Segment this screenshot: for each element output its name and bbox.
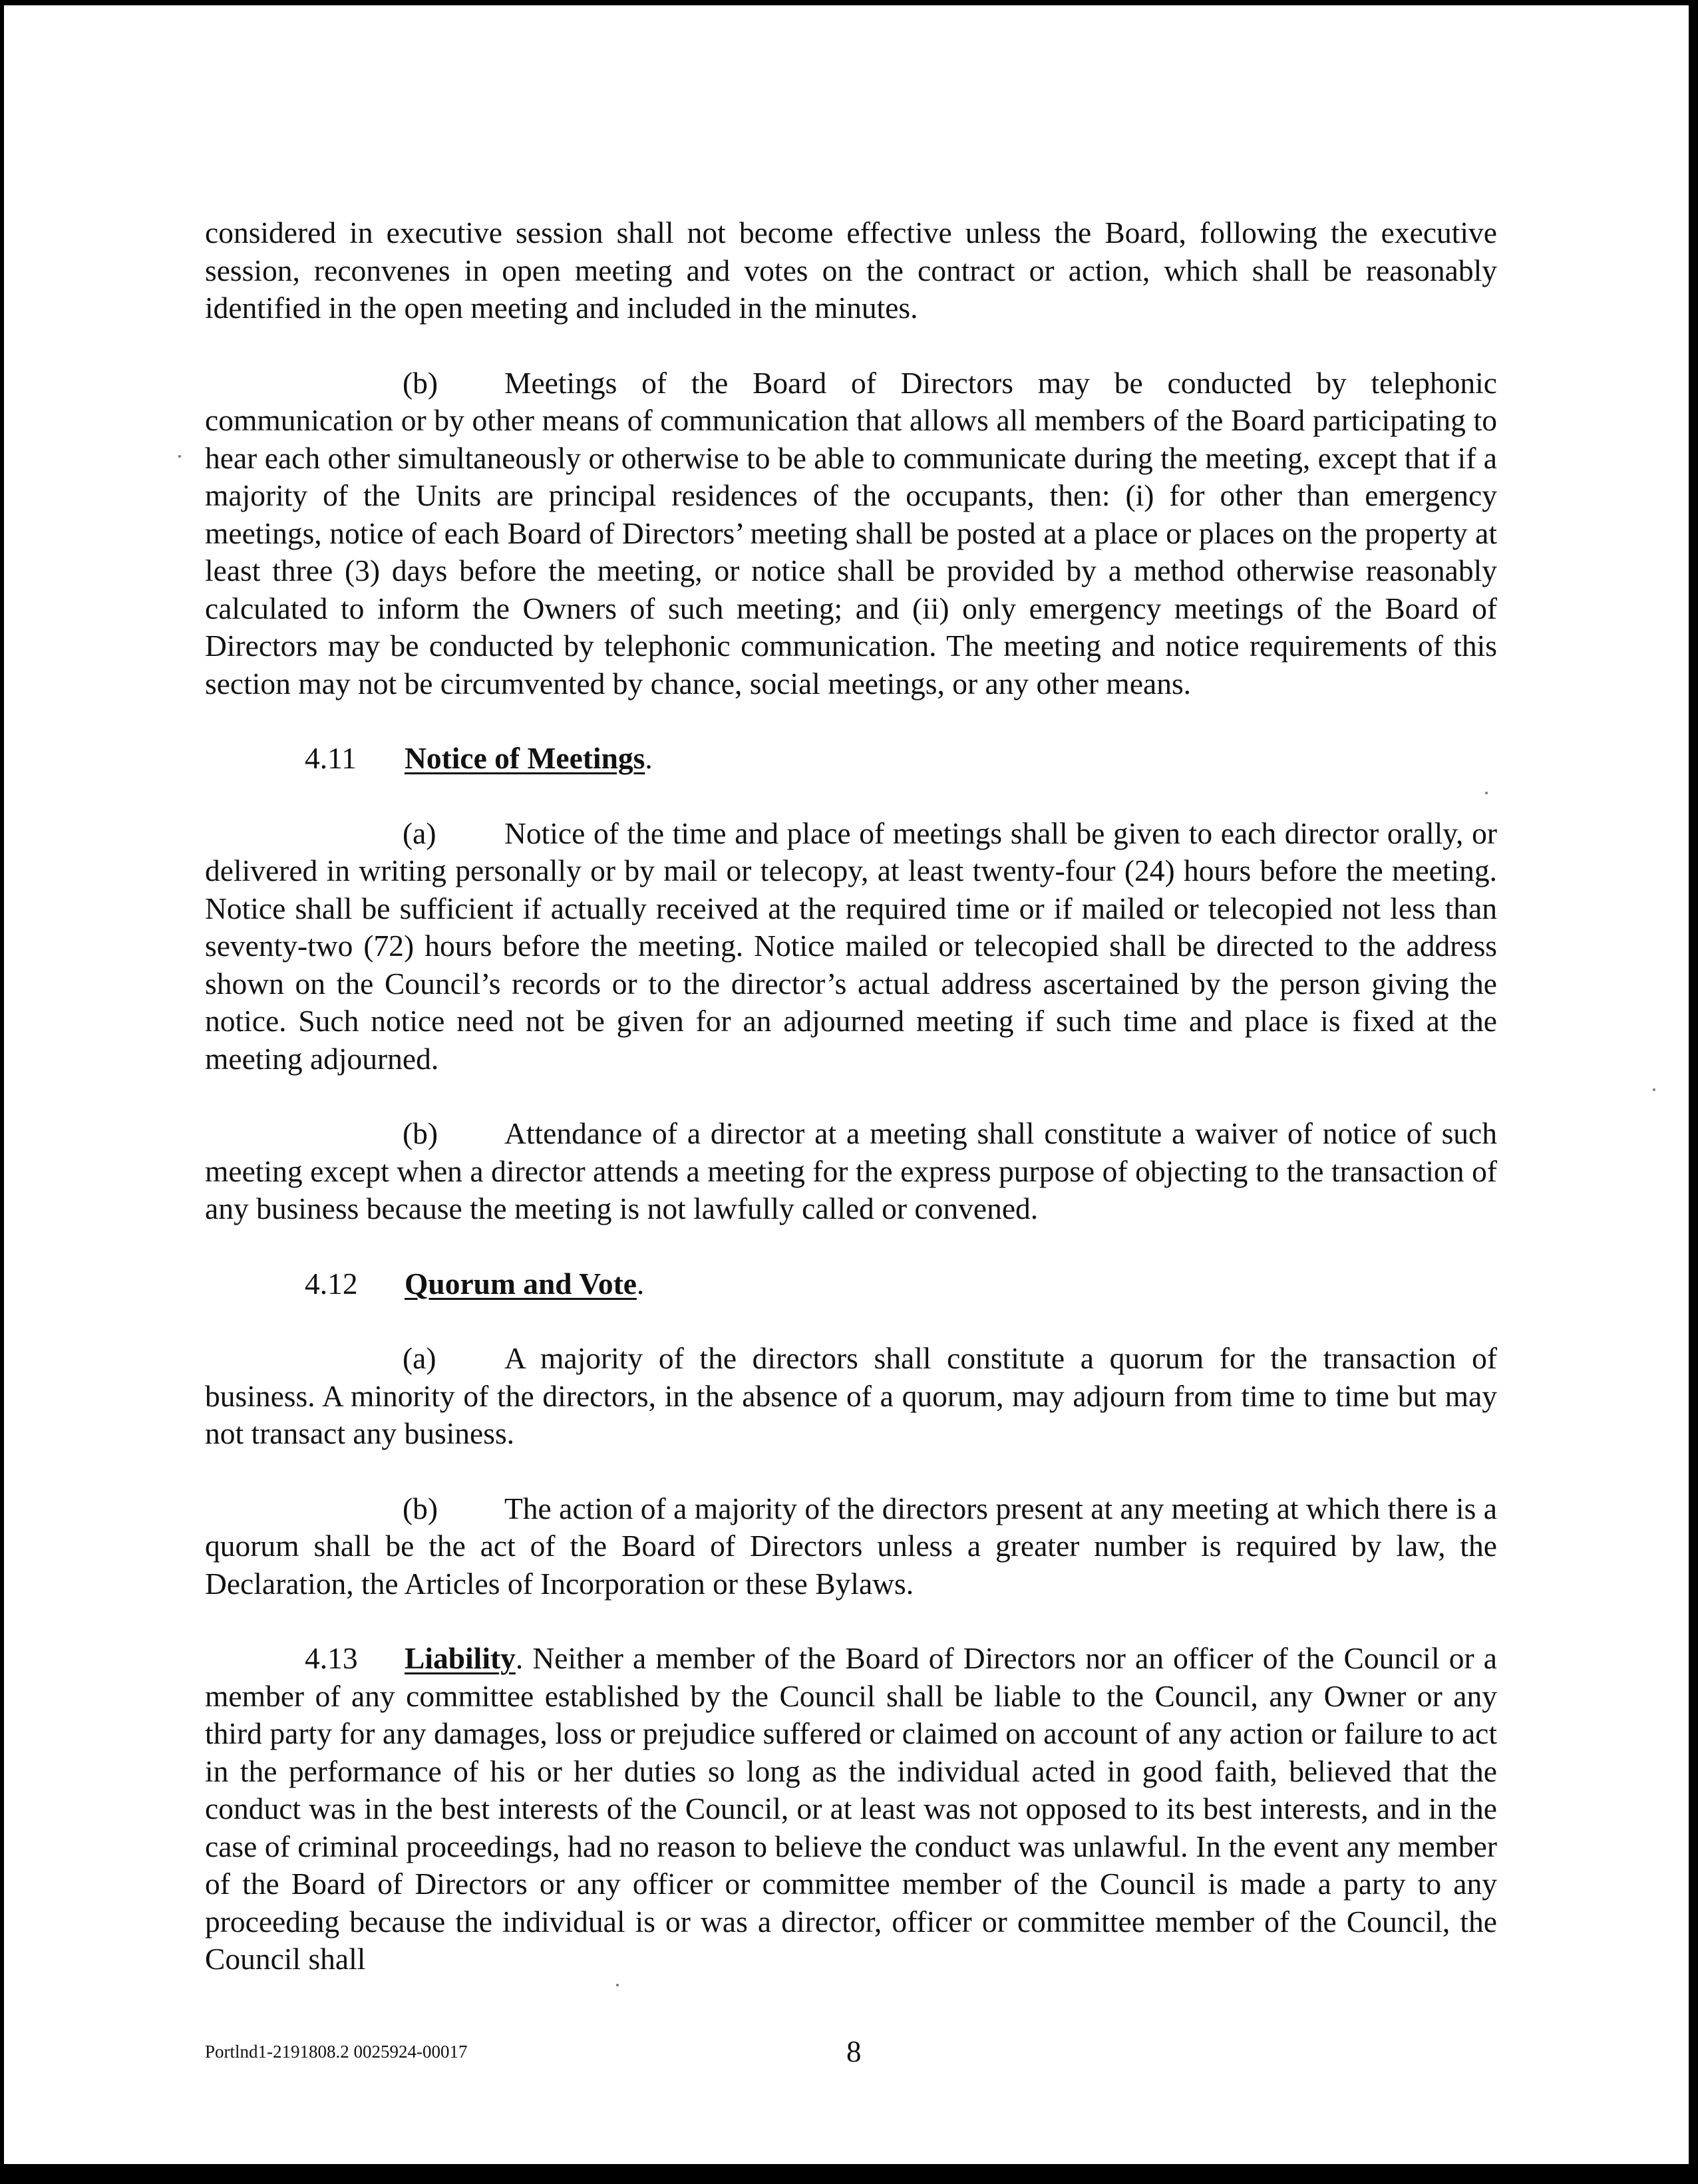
- item-label: (a): [403, 1341, 436, 1375]
- item-label: (b): [403, 1491, 438, 1525]
- scan-speck: [1653, 1088, 1655, 1091]
- paragraph-text: A majority of the directors shall constitute a quorum for the transaction of business. A minority of the directors, in the absence of a quorum, may adjourn from time to time but may not transact any business.: [205, 1341, 1497, 1450]
- paragraph-4-12-a: [205, 1340, 1497, 1453]
- paragraph-4-10-b: [205, 365, 1497, 703]
- section-4-11-heading: 4.11 Notice of Meetings.: [305, 740, 1497, 778]
- section-number: 4.12: [305, 1266, 358, 1301]
- paragraph-text: Neither a member of the Board of Directors nor an officer of the Council or a member of any committee established by the Council shall be liable to the Council, any Owner or any third party for any damages, loss or prejudice suffered or claimed on account of any action or failure to act in the performance of his or her duties so long as the individual acted in good faith, believed that the conduct was in the best interests of the Council, or at least was not opposed to its best interests, and in the case of criminal proceedings, had no reason to believe the conduct was unlawful. In the event any member of the Board of Directors or any officer or committee member of the Council is made a party to any proceeding because the individual is or was a director, officer or committee member of the Council, the Council shall: [205, 1641, 1497, 1976]
- paragraph-4-11-a: [205, 815, 1497, 1078]
- paragraph-text: The action of a majority of the directors present at any meeting at which there is a quorum shall be the act of the Board of Directors unless a greater number is required by law, the Declaration, the Articles of Incorporation or these Bylaws.: [205, 1491, 1497, 1601]
- item-label: (a): [403, 816, 436, 850]
- item-label: (b): [403, 1116, 438, 1150]
- section-title: Quorum and Vote: [405, 1266, 637, 1301]
- scan-speck: [1485, 792, 1488, 794]
- section-title: Notice of Meetings: [405, 741, 645, 775]
- paragraph-text: Meetings of the Board of Directors may be conducted by telephonic communication or by other means of communication that allows all members of the Board participating to hear each other simultaneously or otherwise to be able to communicate during the meeting, except that if a majority of the Units are principal residences of the occupants, then: (i) for other than emergency meetings, notice of each Board of Directors’ meeting shall be posted at a place or places on the property at least three (3) days before the meeting, or notice shall be provided by a method otherwise reasonably calculated to inform the Owners of such meeting; and (ii) only emergency meetings of the Board of Directors may be conducted by telephonic communication. The meeting and notice requirements of this section may not be circumvented by chance, social meetings, or any other means.: [205, 365, 1497, 701]
- footer-document-id: Portlnd1-2191808.2 0025924-00017: [205, 2042, 468, 2062]
- continuation-paragraph: considered in executive session shall not become effective unless the Board, following the executive session, reconvenes in open meeting and votes on the contract or action, which shall be reasonably identified in the open meeting and included in the minutes.: [205, 216, 1497, 325]
- page-number: 8: [846, 2035, 862, 2068]
- paragraph-text: Attendance of a director at a meeting shall constitute a waiver of notice of such meeting except when a director attends a meeting for the express purpose of objecting to the transaction of any business because the meeting is not lawfully called or convened.: [205, 1116, 1497, 1225]
- section-4-12-heading: 4.12 Quorum and Vote.: [305, 1265, 1497, 1303]
- document-body: [205, 214, 1497, 2016]
- paragraph-text: Notice of the time and place of meetings shall be given to each director orally, or delivered in writing personally or by mail or telecopy, at least twenty-four (24) hours before the meeting. Notice shall be sufficient if actually received at the required time or if mailed or telecopied not less than seventy-two (72) hours before the meeting. Notice mailed or telecopied shall be directed to the address shown on the Council’s records or to the director’s actual address ascertained by the person giving the notice. Such notice need not be given for an adjourned meeting if such time and place is fixed at the meeting adjourned.: [205, 816, 1497, 1076]
- paragraph-4-12-b: [205, 1490, 1497, 1603]
- section-number: 4.11: [305, 741, 357, 775]
- section-title: Liability: [405, 1641, 516, 1675]
- item-label: (b): [403, 365, 438, 400]
- paragraph-4-11-b: [205, 1115, 1497, 1228]
- scan-speck: [178, 455, 181, 458]
- section-number: 4.13: [305, 1641, 358, 1675]
- scan-speck: [616, 1984, 619, 1986]
- section-4-13-paragraph: 4.13 Liability. Neither a member of the Board of Directors nor an officer of the Council or a member of any committee established by the Council shall be liable to the Council, any Owner or any third party for any damages, loss or prejudice suffered or claimed on account of any action or failure to act in the performance of his or her duties so long as the individual acted in good faith, believed that the conduct was in the best interests of the Council, or at least was not opposed to its best interests, and in the case of criminal proceedings, had no reason to believe the conduct was unlawful. In the event any member of the Board of Directors or any officer or committee member of the Council is made a party to any proceeding because the individual is or was a director, officer or committee member of the Council, the Council shall: [205, 1641, 1497, 1976]
